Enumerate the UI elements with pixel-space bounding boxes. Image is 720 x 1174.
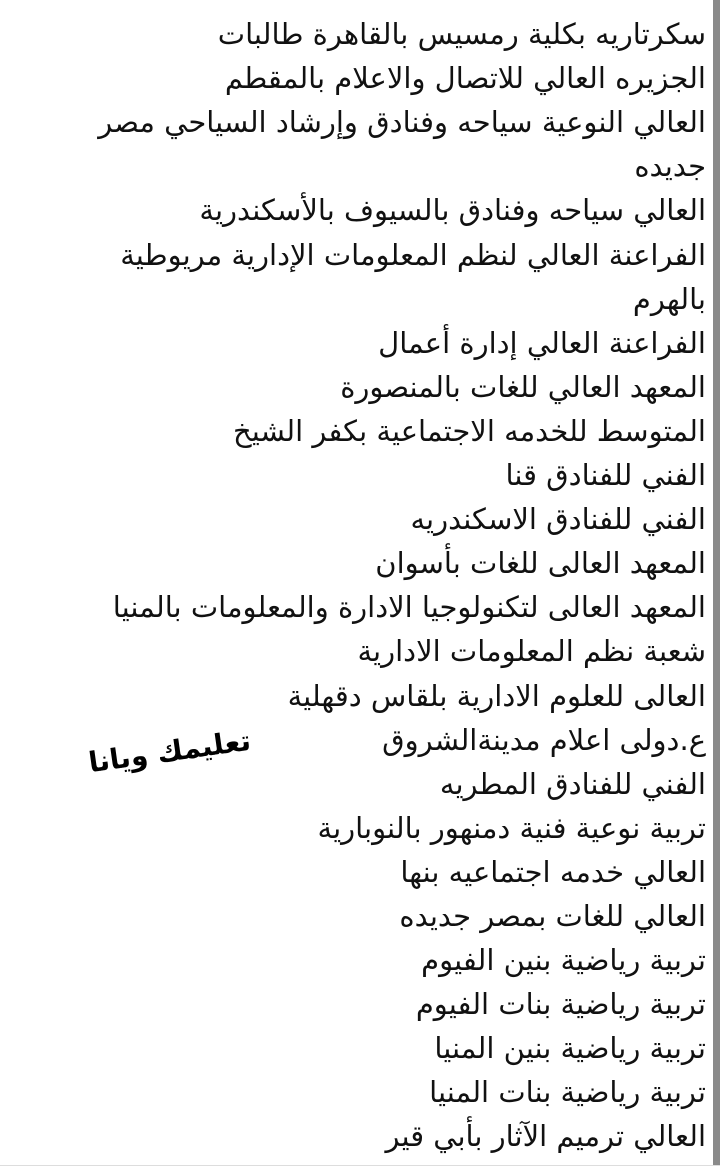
list-item: العالي للغات بمصر جديده <box>399 898 706 933</box>
list-item: الفني للفنادق الاسكندريه <box>410 502 706 537</box>
divider <box>0 1165 720 1166</box>
list-item: ع.دولى اعلام مدينةالشروق <box>382 722 706 757</box>
list-item: الجزيره العالي للاتصال والاعلام بالمقطم <box>224 61 706 96</box>
list-item: المعهد العالى للغات بأسوان <box>375 546 706 581</box>
list-item: المعهد العالى لتكنولوجيا الادارة والمعلومات بالمنيا <box>112 590 706 625</box>
list-item: تربية رياضية بنين الفيوم <box>421 943 706 978</box>
list-item: تربية رياضية بنين المنيا <box>434 1031 706 1066</box>
list-item: الفني للفنادق المطريه <box>439 766 706 801</box>
watermark-text: تعليمك ويانا <box>86 723 253 780</box>
list-item: العالي خدمه اجتماعيه بنها <box>400 854 706 889</box>
list-item: جديده <box>634 149 706 184</box>
list-item: المعهد العالي للغات بالمنصورة <box>340 369 706 404</box>
list-item: تربية رياضية بنات الفيوم <box>415 987 706 1022</box>
list-item: العالي النوعية سياحه وفنادق وإرشاد السياحي مصر <box>98 105 706 140</box>
list-item: الفراعنة العالي لنظم المعلومات الإدارية مريوطية <box>120 237 706 272</box>
list-item: بالهرم <box>632 281 706 316</box>
list-item: تربية رياضية بنات المنيا <box>429 1075 706 1110</box>
scrollbar[interactable] <box>713 0 720 1166</box>
list-item: سكرتاريه بكلية رمسيس بالقاهرة طالبات <box>217 17 706 52</box>
list-item: تربية نوعية فنية دمنهور بالنوبارية <box>317 810 706 845</box>
list-item: العالى للعلوم الادارية بلقاس دقهلية <box>287 678 706 713</box>
list-item: العالي سياحه وفنادق بالسيوف بالأسكندرية <box>199 193 706 228</box>
list-item <box>16 0 706 12</box>
list-item: الفراعنة العالي إدارة أعمال <box>378 325 706 360</box>
list-item: شعبة نظم المعلومات الادارية <box>357 634 706 669</box>
institutes-list <box>16 0 706 1159</box>
list-item: المتوسط للخدمه الاجتماعية بكفر الشيخ <box>232 413 706 448</box>
list-item: الفني للفنادق قنا <box>505 458 706 493</box>
list-item: العالي ترميم الآثار بأبي قير <box>385 1119 706 1154</box>
